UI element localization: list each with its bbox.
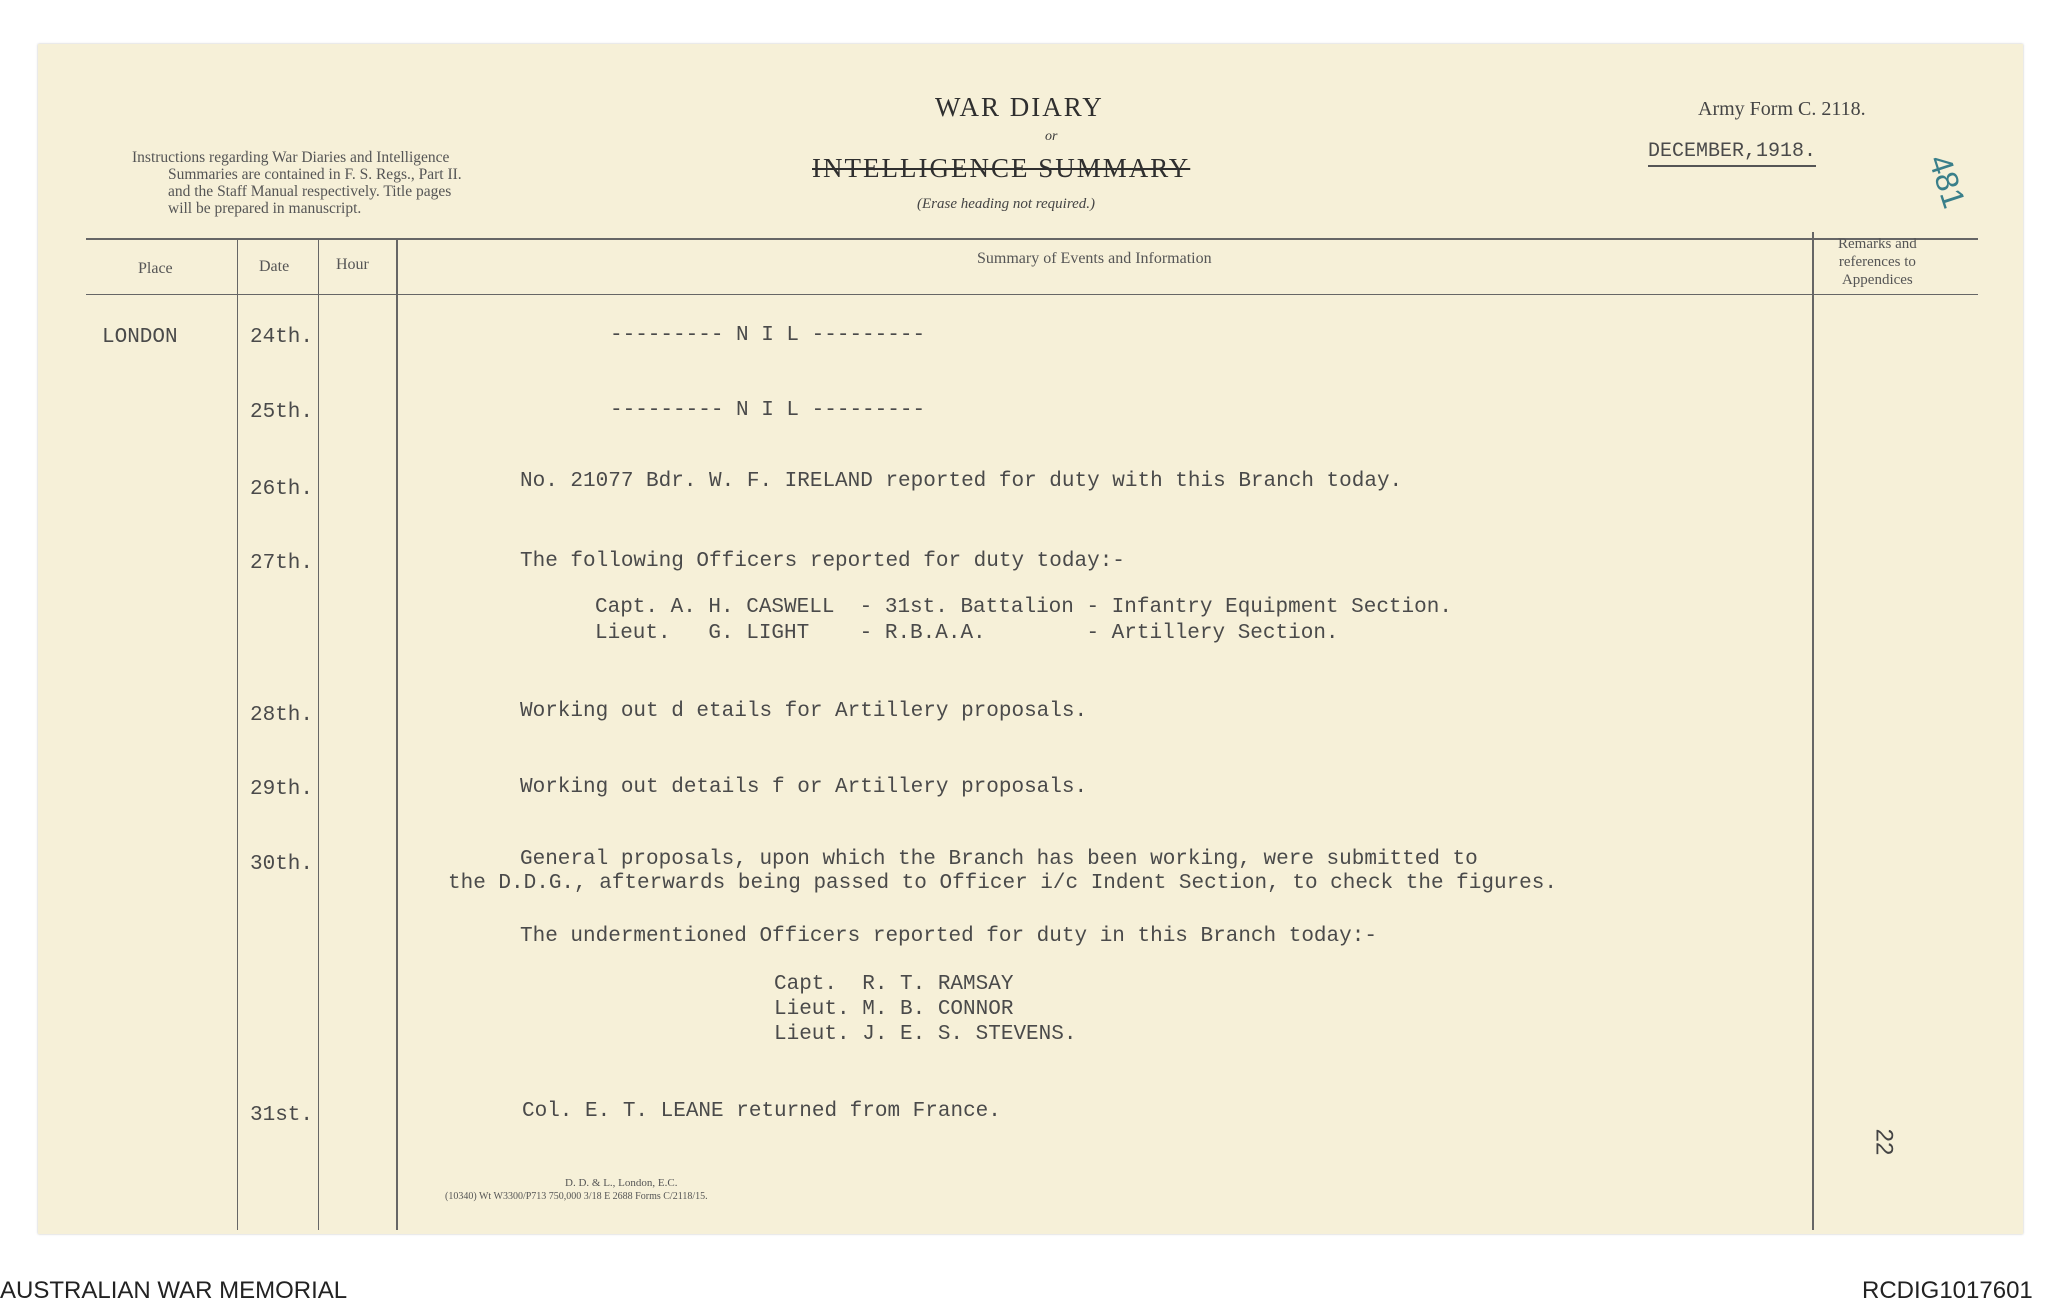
date-25: 25th. <box>250 401 314 424</box>
date-30: 30th. <box>250 853 314 876</box>
column-header-date: Date <box>259 258 290 275</box>
entry-27-line-2: Capt. A. H. CASWELL - 31st. Battalion - Infantry Equipment Section. <box>595 596 1452 619</box>
table-header-rule <box>86 294 1978 295</box>
entry-26-text: No. 21077 Bdr. W. F. IRELAND reported for duty with this Branch today. <box>520 470 1403 493</box>
date-29: 29th. <box>250 778 314 801</box>
entry-27-line-3: Lieut. G. LIGHT - R.B.A.A. - Artillery Section. <box>595 622 1339 645</box>
column-header-hour: Hour <box>336 256 369 273</box>
instructions-line-3: and the Staff Manual respectively. Title pages <box>168 183 452 200</box>
date-26: 26th. <box>250 478 314 501</box>
instructions-line-4: will be prepared in manuscript. <box>168 200 362 217</box>
entry-27-line-1: The following Officers reported for duty today:- <box>520 550 1125 573</box>
month-label: DECEMBER,1918. <box>1648 140 1816 167</box>
table-top-rule <box>86 238 1978 240</box>
place-cell: LONDON <box>102 326 178 349</box>
date-28: 28th. <box>250 704 314 727</box>
printer-line-1: D. D. & L., London, E.C. <box>565 1177 678 1189</box>
diary-title: WAR DIARY <box>935 92 1104 122</box>
footer-record-id: RCDIG1017601 <box>1862 1277 2033 1304</box>
column-divider-hour <box>396 238 398 1230</box>
entry-30-line-1: General proposals, upon which the Branch has been working, were submitted to <box>520 848 1478 871</box>
entry-25-text: --------- N I L --------- <box>610 399 926 422</box>
remarks-header-line-3: Appendices <box>1841 272 1913 288</box>
entry-30-line-4: Capt. R. T. RAMSAY <box>774 973 1014 996</box>
entry-24-text: --------- N I L --------- <box>610 324 926 347</box>
column-divider-date <box>318 238 319 1230</box>
remarks-header-line-2: references to <box>1838 254 1916 270</box>
entry-30-line-2: the D.D.G., afterwards being passed to Officer i/c Indent Section, to check the figures. <box>448 872 1557 895</box>
entry-30-line-3: The undermentioned Officers reported for duty in this Branch today:- <box>520 925 1377 948</box>
date-31: 31st. <box>250 1104 314 1127</box>
or-word: or <box>1045 129 1058 144</box>
date-27: 27th. <box>250 552 314 575</box>
entry-29-text: Working out details f or Artillery proposals. <box>520 776 1088 799</box>
column-header-remarks <box>1838 235 1917 289</box>
army-form-label: Army Form C. 2118. <box>1698 98 1866 120</box>
column-divider-summary <box>1812 232 1814 1230</box>
column-divider-place <box>237 238 238 1230</box>
entry-30-line-5: Lieut. M. B. CONNOR <box>774 998 1014 1021</box>
margin-mark: 22 <box>1870 1128 1898 1156</box>
entry-30-line-6: Lieut. J. E. S. STEVENS. <box>774 1023 1077 1046</box>
remarks-header-line-1: Remarks and <box>1838 236 1917 252</box>
erase-note: (Erase heading not required.) <box>917 196 1096 212</box>
printer-line-2: (10340) Wt W3300/P713 750,000 3/18 E 2688 Forms C/2118/15. <box>445 1191 708 1202</box>
column-header-summary: Summary of Events and Information <box>977 250 1212 267</box>
footer-institution: AUSTRALIAN WAR MEMORIAL <box>0 1277 348 1304</box>
entry-28-text: Working out d etails for Artillery proposals. <box>520 700 1088 723</box>
column-header-place: Place <box>138 260 173 277</box>
date-24: 24th. <box>250 326 314 349</box>
instructions-line-1: Instructions regarding War Diaries and Intelligence <box>132 149 450 166</box>
entry-31-text: Col. E. T. LEANE returned from France. <box>522 1100 1001 1123</box>
diary-subtitle: INTELLIGENCE SUMMARY <box>812 153 1191 183</box>
instructions-line-2: Summaries are contained in F. S. Regs., Part II. <box>168 166 462 183</box>
page-number: 481 <box>1921 150 1973 213</box>
